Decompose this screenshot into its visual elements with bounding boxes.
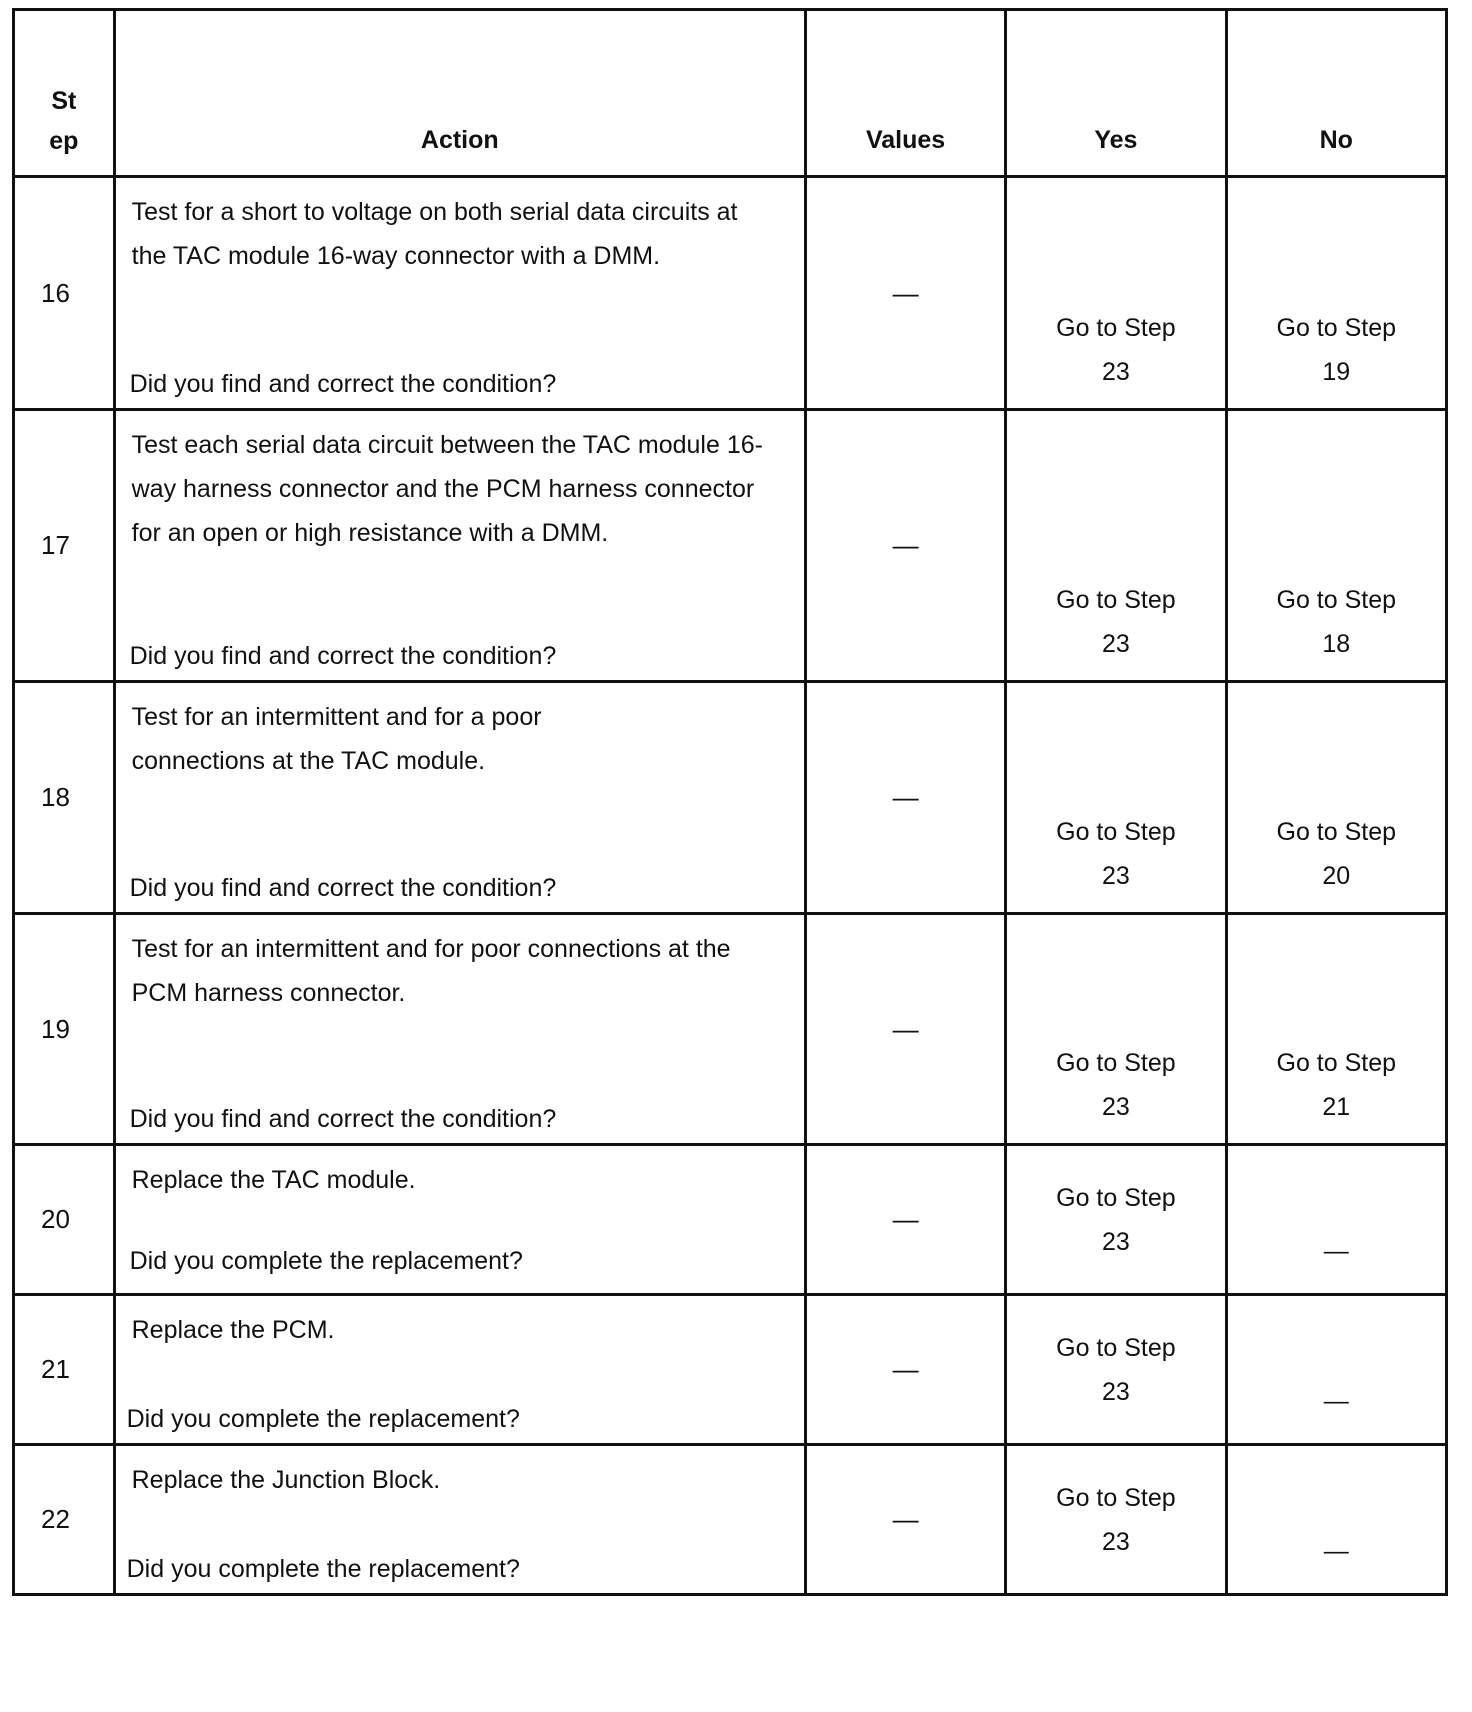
action-question: Did you find and correct the condition? <box>129 1105 557 1133</box>
no-cell <box>1226 410 1446 682</box>
no-cell <box>1226 682 1446 914</box>
table-row <box>14 1145 1447 1295</box>
values-cell: — <box>805 914 1005 1145</box>
step-number: 22 <box>14 1445 115 1595</box>
no-cell: — <box>1226 1145 1446 1295</box>
diagnostic-table <box>12 8 1448 1596</box>
values-cell: — <box>805 1445 1005 1595</box>
header-step-line2: ep <box>49 127 79 155</box>
action-cell <box>114 682 805 914</box>
yes-goto-step: 23 <box>1101 862 1130 890</box>
yes-goto-label: Go to Step <box>1056 314 1176 342</box>
no-goto-label: Go to Step <box>1276 314 1397 342</box>
header-action: Action <box>114 10 805 177</box>
action-cell <box>114 410 805 682</box>
no-goto-label: Go to Step <box>1276 586 1397 614</box>
no-goto-label: Go to Step <box>1276 1049 1397 1077</box>
header-step <box>14 10 115 177</box>
action-cell <box>114 914 805 1145</box>
no-goto-step: 21 <box>1322 1093 1351 1121</box>
yes-goto-label: Go to Step <box>1056 1483 1176 1512</box>
yes-goto-step: 23 <box>1101 358 1130 386</box>
header-no: No <box>1226 10 1446 177</box>
table-row <box>14 682 1447 914</box>
step-number: 16 <box>14 177 115 410</box>
values-cell: — <box>805 177 1005 410</box>
header-step-line1: St <box>51 87 77 115</box>
action-cell <box>114 1445 805 1595</box>
no-goto-step: 20 <box>1322 862 1351 890</box>
yes-goto-label: Go to Step <box>1056 586 1176 614</box>
table-row <box>14 1295 1447 1445</box>
yes-goto-label: Go to Step <box>1056 1333 1176 1362</box>
header-values: Values <box>805 10 1005 177</box>
no-cell: — <box>1226 1295 1446 1445</box>
no-cell <box>1226 177 1446 410</box>
action-text: Replace the PCM. <box>131 1316 335 1344</box>
action-text: Test for an intermittent and for a poor connections at the TAC module. <box>131 703 542 775</box>
action-text: Test for a short to voltage on both serial data circuits at the TAC module 16-way connector with a DMM. <box>131 198 738 270</box>
action-question: Did you complete the replacement? <box>129 1247 523 1275</box>
step-number: 21 <box>14 1295 115 1445</box>
step-number: 20 <box>14 1145 115 1295</box>
action-cell <box>114 1145 805 1295</box>
no-goto-step: 18 <box>1322 630 1351 658</box>
yes-cell <box>1006 1445 1226 1595</box>
no-goto-label: Go to Step <box>1276 818 1397 846</box>
step-number: 17 <box>14 410 115 682</box>
no-cell <box>1226 914 1446 1145</box>
yes-cell <box>1006 682 1226 914</box>
yes-goto-step: 23 <box>1101 1093 1130 1121</box>
yes-goto-step: 23 <box>1101 1227 1130 1256</box>
yes-goto-label: Go to Step <box>1056 818 1176 846</box>
table-row <box>14 914 1447 1145</box>
yes-goto-label: Go to Step <box>1056 1183 1176 1212</box>
header-row <box>14 10 1447 177</box>
yes-cell <box>1006 177 1226 410</box>
action-question: Did you complete the replacement? <box>126 1555 520 1583</box>
values-cell: — <box>805 1145 1005 1295</box>
yes-goto-step: 23 <box>1101 630 1130 658</box>
action-question: Did you complete the replacement? <box>126 1405 520 1433</box>
action-text: Test for an intermittent and for poor connections at the PCM harness connector. <box>131 935 731 1007</box>
table-row <box>14 1445 1447 1595</box>
values-cell: — <box>805 410 1005 682</box>
table-row <box>14 410 1447 682</box>
yes-goto-step: 23 <box>1101 1527 1130 1556</box>
yes-cell <box>1006 914 1226 1145</box>
yes-goto-label: Go to Step <box>1056 1049 1176 1077</box>
action-cell <box>114 177 805 410</box>
yes-goto-step: 23 <box>1101 1377 1130 1406</box>
no-goto-step: 19 <box>1322 358 1351 386</box>
action-question: Did you find and correct the condition? <box>129 642 557 670</box>
action-question: Did you find and correct the condition? <box>129 874 557 902</box>
step-number: 18 <box>14 682 115 914</box>
step-number: 19 <box>14 914 115 1145</box>
header-yes: Yes <box>1006 10 1226 177</box>
yes-cell <box>1006 1145 1226 1295</box>
table-row <box>14 177 1447 410</box>
action-text: Test each serial data circuit between the TAC module 16-way harness connector and the PCM harness connector for an open or high resistance with a DMM. <box>131 431 763 547</box>
action-text: Replace the Junction Block. <box>131 1466 441 1494</box>
yes-cell <box>1006 410 1226 682</box>
action-cell <box>114 1295 805 1445</box>
values-cell: — <box>805 1295 1005 1445</box>
no-cell: — <box>1226 1445 1446 1595</box>
yes-cell <box>1006 1295 1226 1445</box>
action-question: Did you find and correct the condition? <box>129 370 557 398</box>
values-cell: — <box>805 682 1005 914</box>
action-text: Replace the TAC module. <box>131 1166 416 1194</box>
